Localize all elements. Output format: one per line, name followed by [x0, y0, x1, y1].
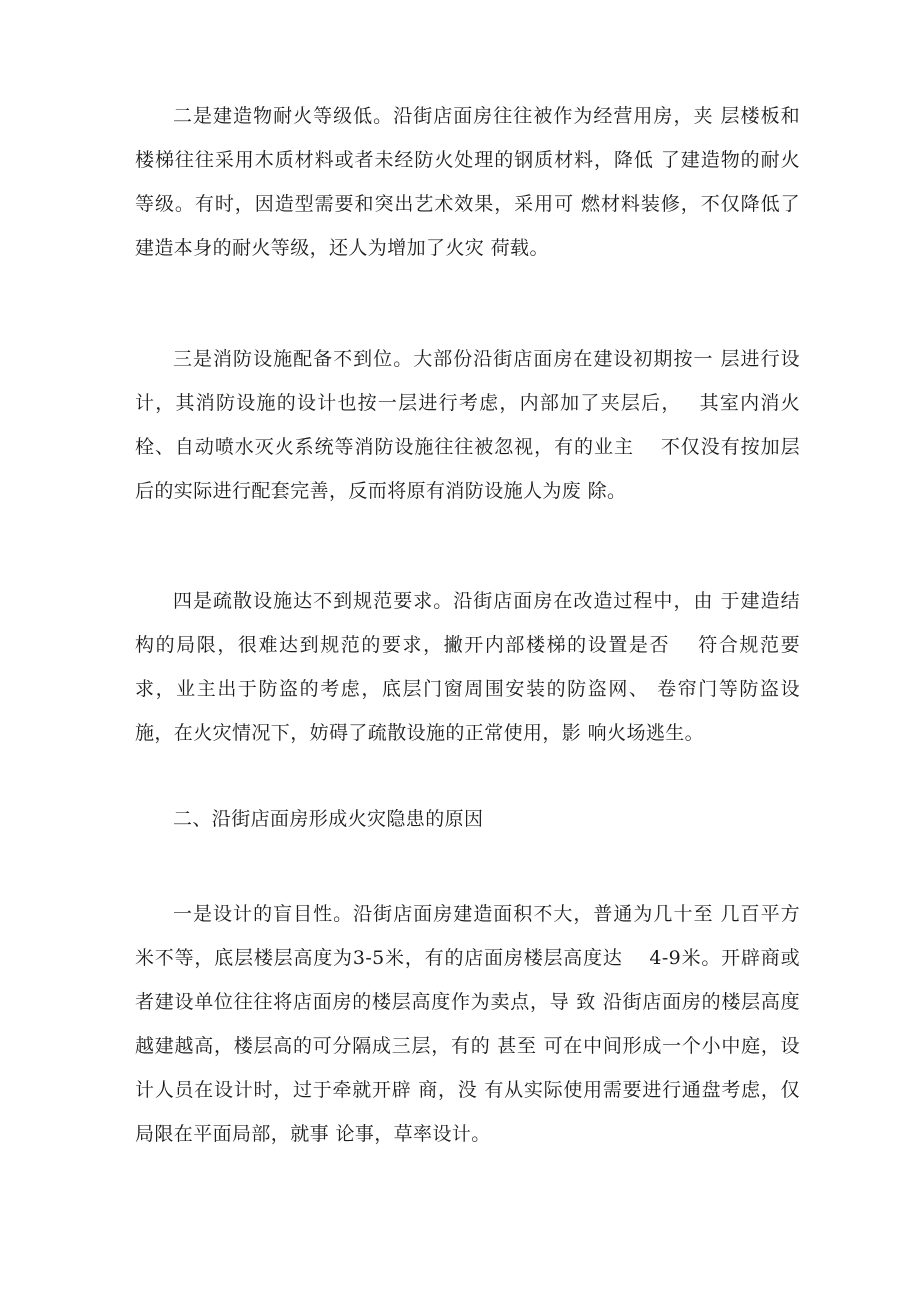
paragraph-design-blindness: 一是设计的盲目性。沿街店面房建造面积不大，普通为几十至 几百平方米不等，底层楼层高度为3-5米，有的店面房楼层高度达 4-9米。开辟商或者建设单位往往将店面房的楼层高度作为卖点，导 致 沿街店面房的楼层高度越建越高，楼层高的可分隔成三层，有的 甚至 可在中间形成一个小中庭，设计人员在设计时，过于牵就开辟 商，没 有从实际使用需要进行通盘考虑，仅局限在平面局部，就事 论事，草率设计。	[135, 903, 800, 1145]
section-heading: 二、沿街店面房形成火灾隐患的原因	[173, 808, 484, 830]
paragraph-fire-facilities: 三是消防设施配备不到位。大部份沿街店面房在建设初期按一 层进行设计，其消防设施的设计也按一层进行考虑，内部加了夹层后， 其室内消火栓、自动喷水灭火系统等消防设施往往被忽视，有的业主 不仅没有按加层后的实际进行配套完善，反而将原有消防设施人为废 除。	[135, 348, 800, 502]
paragraph-evacuation-facilities: 四是疏散设施达不到规范要求。沿街店面房在改造过程中，由 于建造结构的局限，很难达到规范的要求，撇开内部楼梯的设置是否 符合规范要求，业主出于防盗的考虑，底层门窗周围安装的防盗网、 卷帘门等防盗设施，在火灾情况下，妨碍了疏散设施的正常使用，影 响火场逃生。	[135, 590, 800, 744]
paragraph-fire-resistance: 二是建造物耐火等级低。沿街店面房往往被作为经营用房，夹 层楼板和楼梯往往采用木质材料或者未经防火处理的钢质材料，降低 了建造物的耐火等级。有时，因造型需要和突出艺术效果，采用可 燃材料装修，不仅降低了建造本身的耐火等级，还人为增加了火灾 荷载。	[135, 105, 800, 259]
